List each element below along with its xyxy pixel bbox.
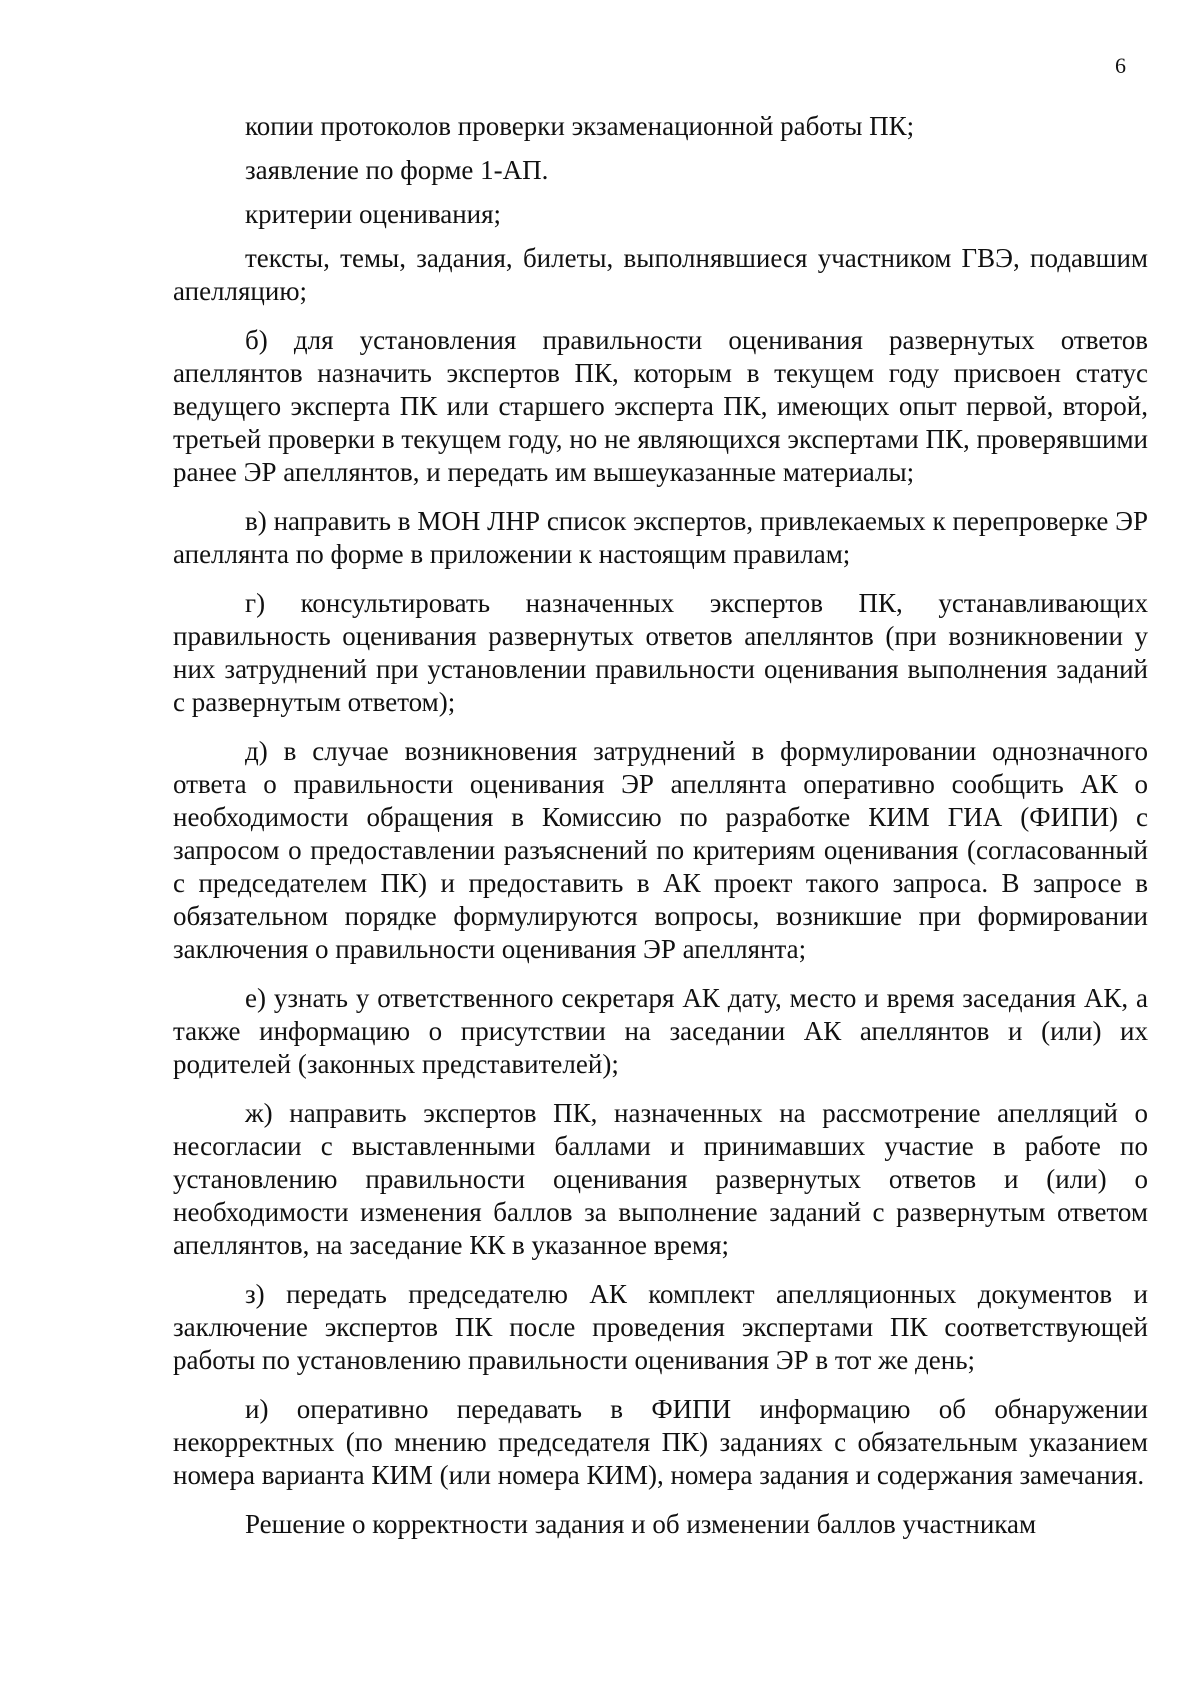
paragraph-item-e: е) узнать у ответственного секретаря АК дату, место и время заседания АК, а также информацию о присутствии на заседании АК апеллянтов и (или) их родителей (законных представителей); <box>173 983 1148 1079</box>
paragraph-decision: Решение о корректности задания и об изменении баллов участникам <box>245 1509 1037 1539</box>
paragraph-item-z: з) передать председателю АК комплект апелляционных документов и заключение экспертов ПК после проведения экспертами ПК соответствующей работы по установлению правильности оценивания ЭР в тот же день; <box>173 1279 1148 1375</box>
paragraph-item-g: г) консультировать назначенных экспертов ПК, устанавливающих правильность оценивания развернутых ответов апеллянтов (при возникновении у них затруднений при установлении правильности оценивания выполнения заданий с развернутым ответом); <box>173 588 1148 717</box>
paragraph-item-b: б) для установления правильности оценивания развернутых ответов апеллянтов назначить экспертов ПК, которым в текущем году присвоен статус ведущего эксперта ПК или старшего эксперта ПК, имеющих опыт первой, второй, третьей проверки в текущем году, но не являющихся экспертами ПК, проверявшими ранее ЭР апеллянтов, и передать им вышеуказанные материалы; <box>173 325 1148 487</box>
paragraph-application-form: заявление по форме 1-АП. <box>245 155 549 185</box>
paragraph-evaluation-criteria: критерии оценивания; <box>245 199 502 229</box>
paragraph-item-d: д) в случае возникновения затруднений в формулировании однозначного ответа о правильности оценивания ЭР апеллянта оперативно сообщить АК о необходимости обращения в Комиссию по разработке КИМ ГИА (ФИПИ) с запросом о предоставлении разъяснений по критериям оценивания (согласованный с председателем ПК) и предоставить в АК проект такого запроса. В запросе в обязательном порядке формулируются вопросы, возникшие при формировании заключения о правильности оценивания ЭР апеллянта; <box>173 736 1148 964</box>
page-number: 6 <box>1115 53 1126 78</box>
paragraph-protocol-copies: копии протоколов проверки экзаменационной работы ПК; <box>245 111 915 141</box>
paragraph-item-i: и) оперативно передавать в ФИПИ информацию об обнаружении некорректных (по мнению председателя ПК) заданиях с обязательным указанием номера варианта КИМ (или номера КИМ), номера задания и содержания замечания. <box>173 1394 1148 1490</box>
paragraph-item-v: в) направить в МОН ЛНР список экспертов, привлекаемых к перепроверке ЭР апеллянта по форме в приложении к настоящим правилам; <box>173 506 1148 569</box>
document-body <box>173 110 1148 1557</box>
paragraph-exam-texts: тексты, темы, задания, билеты, выполнявшиеся участником ГВЭ, подавшим апелляцию; <box>173 243 1148 306</box>
paragraph-item-zh: ж) направить экспертов ПК, назначенных на рассмотрение апелляций о несогласии с выставленными баллами и принимавших участие в работе по установлению правильности оценивания развернутых ответов и (или) о необходимости изменения баллов за выполнение заданий с развернутым ответом апеллянтов, на заседание КК в указанное время; <box>173 1098 1148 1260</box>
